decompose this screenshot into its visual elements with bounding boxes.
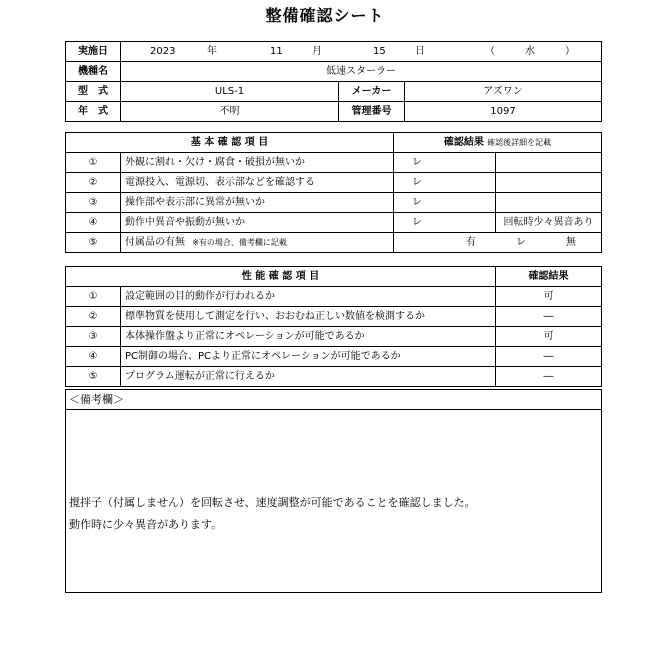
item-detail	[496, 193, 602, 213]
accessory-check: レ	[516, 237, 527, 248]
table-row	[66, 233, 602, 253]
item-number: ④	[66, 213, 121, 233]
item-text: 電源投入、電源切、表示部などを確認する	[121, 173, 394, 193]
performance-header: 性 能 確 認 項 目	[66, 267, 496, 287]
performance-check-table	[65, 266, 602, 387]
basic-check-table	[65, 132, 602, 253]
page-title: 整備確認シート	[265, 6, 385, 25]
mgmt-label: 管理番号	[339, 102, 405, 122]
date-value	[121, 42, 602, 62]
accessory-note: ※有の場合、備考欄に記載	[192, 238, 287, 247]
table-row	[66, 153, 602, 173]
maker-value: アズワン	[405, 82, 602, 102]
weekday-open: （	[485, 46, 495, 57]
mgmt-value: 1097	[405, 102, 602, 122]
item-result: ―	[496, 307, 602, 327]
item-number: ②	[66, 173, 121, 193]
item-check: レ	[394, 153, 496, 173]
table-row	[66, 327, 602, 347]
notes-header: ＜備考欄＞	[66, 390, 601, 410]
item-detail	[496, 153, 602, 173]
item-text: 操作部や表示部に異常が無いか	[121, 193, 394, 213]
basic-result-note: 確認後詳細を記載	[487, 138, 552, 147]
item-text: 標準物質を使用して測定を行い、おおむね正しい数値を検測するか	[121, 307, 496, 327]
item-result: ―	[496, 367, 602, 387]
item-check: レ	[394, 173, 496, 193]
month-value: 11	[270, 46, 283, 57]
weekday-close: ）	[565, 46, 575, 57]
table-row	[66, 173, 602, 193]
item-text: 動作中異音や振動が無いか	[121, 213, 394, 233]
item-result: 可	[496, 287, 602, 307]
year-model-value: 不明	[121, 102, 339, 122]
item-text: 設定範囲の目的動作が行われるか	[121, 287, 496, 307]
type-value: ULS-1	[121, 82, 339, 102]
item-number: ③	[66, 327, 121, 347]
model-label: 機種名	[66, 62, 121, 82]
model-value: 低速スターラー	[121, 62, 602, 82]
item-result: 可	[496, 327, 602, 347]
item-check: レ	[394, 193, 496, 213]
info-table	[65, 41, 602, 122]
notes-line: 撹拌子（付属しません）を回転させ、速度調整が可能であることを確認しました。	[69, 496, 476, 509]
basic-header: 基 本 確 認 項 目	[66, 133, 394, 153]
item-number: ⑤	[66, 233, 121, 253]
date-label: 実施日	[66, 42, 121, 62]
table-row	[66, 347, 602, 367]
item-number: ④	[66, 347, 121, 367]
basic-result-title: 確認結果	[443, 137, 484, 148]
table-row	[66, 193, 602, 213]
accessory-none: 無	[566, 237, 577, 248]
item-detail	[496, 173, 602, 193]
performance-result-header: 確認結果	[496, 267, 602, 287]
type-label: 型 式	[66, 82, 121, 102]
item-number: ⑤	[66, 367, 121, 387]
item-number: ②	[66, 307, 121, 327]
accessory-text: 付属品の有無	[125, 237, 185, 248]
item-number: ①	[66, 153, 121, 173]
maker-label: メーカー	[339, 82, 405, 102]
year-value: 2023	[150, 46, 176, 57]
table-row	[66, 367, 602, 387]
month-unit: 月	[312, 46, 322, 57]
item-detail: 回転時少々異音あり	[496, 213, 602, 233]
item-number: ①	[66, 287, 121, 307]
notes-line: 動作時に少々異音があります。	[69, 518, 223, 531]
year-unit: 年	[207, 46, 217, 57]
table-row	[66, 307, 602, 327]
item-text: プログラム運転が正常に行えるか	[121, 367, 496, 387]
table-row	[66, 213, 602, 233]
table-row	[66, 287, 602, 307]
notes-section	[65, 389, 602, 593]
item-text: 本体操作盤より正常にオペレーションが可能であるか	[121, 327, 496, 347]
item-text: 外観に割れ・欠け・腐食・破損が無いか	[121, 153, 394, 173]
item-check: レ	[394, 213, 496, 233]
basic-result-header	[394, 133, 602, 153]
accessory-has: 有	[466, 237, 477, 248]
day-unit: 日	[415, 46, 425, 57]
item-text	[121, 233, 394, 253]
item-number: ③	[66, 193, 121, 213]
item-result: ―	[496, 347, 602, 367]
day-value: 15	[373, 46, 386, 57]
year-model-label: 年 式	[66, 102, 121, 122]
weekday-value: 水	[525, 46, 535, 57]
accessory-result	[394, 233, 602, 253]
item-text: PC制御の場合、PCより正常にオペレーションが可能であるか	[121, 347, 496, 367]
